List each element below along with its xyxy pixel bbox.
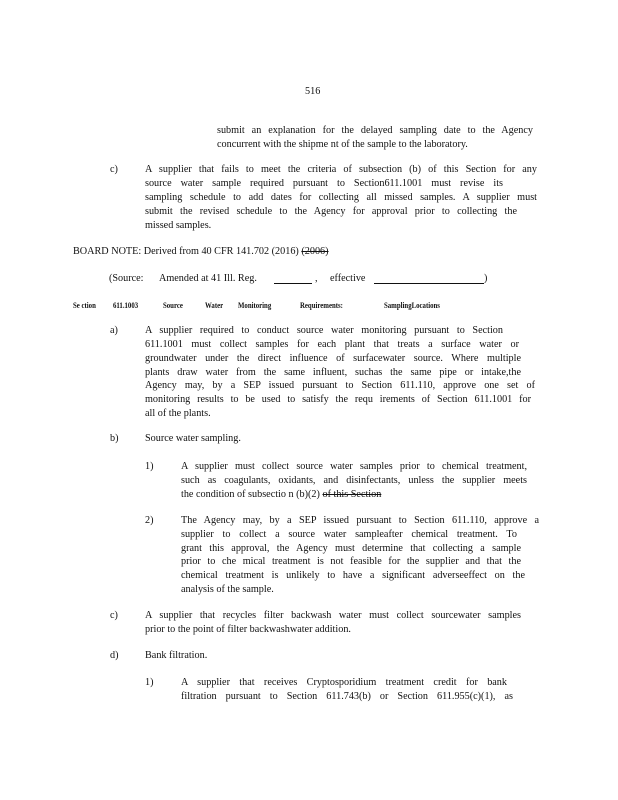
item-c-top-label: c): [110, 164, 118, 175]
item-c-top-line: submit the revised schedule to the Agency for approval prior to collecting the: [145, 206, 517, 217]
item-b1-line: [181, 489, 381, 502]
item-b1-label: 1): [145, 461, 154, 472]
item-c-top-line: source water sample required pursuant to Section611.1001 must revise its: [145, 178, 503, 189]
item-b1-line3: the condition of subsectio n (b)(2): [181, 489, 320, 500]
item-b-label: b): [110, 433, 119, 444]
source-open: (Source:: [109, 273, 144, 284]
item-b1-line: such as coagulants, oxidants, and disinfectants, unless the supplier meets: [181, 475, 527, 486]
board-note: [73, 246, 329, 259]
source-amended: Amended at 41 Ill. Reg.: [159, 273, 257, 284]
item-d-heading: Bank filtration.: [145, 650, 208, 661]
comma: ,: [315, 273, 318, 284]
item-a-line: Agency may, by a SEP issued pursuant to Section 611.110, approve one set of: [145, 380, 535, 391]
board-note-struck: (2006): [301, 246, 329, 257]
item-b2-line: The Agency may, by a SEP issued pursuant to Section 611.110, approve a: [181, 515, 539, 526]
board-note-text: BOARD NOTE: Derived from 40 CFR 141.702 (2016): [73, 246, 299, 257]
item-d1-line: filtration pursuant to Section 611.743(b) or Section 611.955(c)(1), as: [181, 691, 513, 702]
source-close: ): [484, 273, 488, 284]
item-c-line: A supplier that recycles filter backwash water must collect sourcewater samples: [145, 610, 521, 621]
item-b2-line: supplier to collect a source water sampleafter chemical treatment. To: [181, 529, 517, 540]
item-b2-line: analysis of the sample.: [181, 584, 274, 595]
item-b2-line: prior to che mical treatment is not feasible for the supplier and that the: [181, 556, 521, 567]
section-title-word: Water: [205, 301, 224, 310]
page-number: 516: [305, 86, 321, 97]
item-b-heading: Source water sampling.: [145, 433, 241, 444]
item-a-line: plants draw water from the same influent, suchas the same pipe or intake,the: [145, 367, 521, 378]
item-b1-line3-struck: of this Section: [322, 489, 382, 500]
item-c-line: prior to the point of filter backwashwater addition.: [145, 624, 351, 635]
item-a-label: a): [110, 325, 118, 336]
item-a-line: monitoring results to be used to satisfy the requ irements of Section 611.1001 for: [145, 394, 531, 405]
continuation-line-2: concurrent with the shipme nt of the sample to the laboratory.: [217, 139, 468, 150]
section-word: Se ction: [73, 301, 96, 310]
item-d1-label: 1): [145, 677, 154, 688]
item-a-line: groundwater under the direct influence of surfacewater source. Where multiple: [145, 353, 521, 364]
continuation-line-1: submit an explanation for the delayed sampling date to the Agency: [217, 125, 533, 136]
item-c-top-line: missed samples.: [145, 220, 212, 231]
item-c-label: c): [110, 610, 118, 621]
item-b2-line: grant this approval, the Agency must determine that collecting a sample: [181, 543, 521, 554]
item-a-line: all of the plants.: [145, 408, 211, 419]
item-c-top-line: A supplier that fails to meet the criteria of subsection (b) of this Section for any: [145, 164, 537, 175]
item-a-line: A supplier required to conduct source water monitoring pursuant to Section: [145, 325, 503, 336]
item-d-label: d): [110, 650, 119, 661]
item-b1-line: A supplier must collect source water samples prior to chemical treatment,: [181, 461, 527, 472]
section-title-word: Requirements:: [300, 301, 343, 310]
item-b2-line: chemical treatment is unlikely to have a significant adverseeffect on the: [181, 570, 525, 581]
item-c-top-line: sampling schedule to add dates for collecting all missed samples. A supplier must: [145, 192, 537, 203]
section-title-word: Source: [163, 301, 183, 310]
source-effective: effective: [330, 273, 366, 284]
section-title-word: Monitoring: [238, 301, 272, 310]
section-number: 611.1003: [113, 301, 139, 310]
effective-blank: [374, 274, 484, 284]
section-title-word: SamplingLocations: [384, 301, 440, 310]
item-d1-line: A supplier that receives Cryptosporidium treatment credit for bank: [181, 677, 507, 688]
item-a-line: 611.1001 must collect samples for each plant that treats a surface water or: [145, 339, 519, 350]
item-b2-label: 2): [145, 515, 154, 526]
reg-blank: [274, 274, 312, 284]
